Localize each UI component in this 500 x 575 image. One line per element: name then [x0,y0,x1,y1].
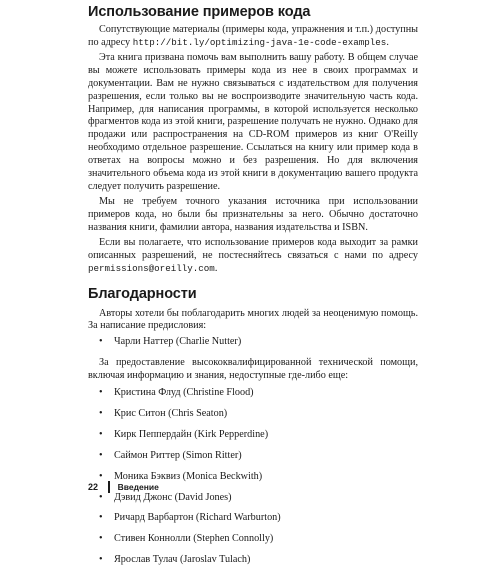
code-examples-link[interactable]: http://bit.ly/optimizing-java-1e-code-examples [132,36,387,48]
heading-code-examples: Использование примеров кода [88,4,311,20]
list-item: • Чарли Наттер (Charlie Nutter) [88,336,418,349]
permissions-email-link[interactable]: permissions@oreilly.com [88,262,215,274]
permissions-end: . [214,262,218,274]
list-item: • Ярослав Тулач (Jaroslav Tulach) [88,554,418,567]
list-item: • Дэвид Джонс (David Jones) [88,492,418,505]
materials-end: . [386,36,389,48]
heading-acknowledgments: Благодарности [88,285,197,302]
paragraph-permissions [88,237,418,276]
list-item: • Моника Бэквиз (Monica Beckwith) [88,471,418,484]
list-item: • Саймон Риттер (Simon Ritter) [88,450,418,463]
reviewers-list [88,387,418,567]
list-item: • Крис Ситон (Chris Seaton) [88,408,418,421]
paragraph-thanks-intro: Авторы хотели бы поблагодарить многих людей за неоценимую помощь. За написание предисловия: [88,307,418,332]
foreword-list [88,336,418,349]
page-number: 22 [88,482,99,492]
paragraph-materials [88,24,418,50]
page-footer [88,480,159,494]
footer-divider [108,481,110,493]
list-item: • Стивен Коннолли (Stephen Connolly) [88,533,418,546]
permissions-text: Если вы полагаете, что использование примеров кода выходит за рамки описанных разрешений, не постесняйтесь связаться с нами по адресу [88,237,418,261]
paragraph-attribution: Мы не требуем точного указания источника при использовании примеров кода, но были бы признательны за него. Обычно достаточно названия книги, фамилии автора, названия издательства и ISBN. [88,195,418,233]
materials-text: Сопутствующие материалы (примеры кода, упражнения и т.п.) доступны по адресу [88,24,418,48]
footer-section-name: Введение [117,482,159,492]
paragraph-usage: Эта книга призвана помочь вам выполнить вашу работу. В общем случае вы можете использовать примеры кода из нее в своих программах и документации. Вам не нужно связываться с издательством для получения разрешения, если только вы не воспроизводите значительную часть кода. Например, для написания программы, в которой используется несколько фрагментов кода из этой книги, разрешение получать не нужно. Однако для продажи или распространения на CD-ROM примеров из книг O'Reilly необходимо отдельное разрешение. Ссылаться на книгу или пример кода в ответах на вопросы можно и без разрешения. Но для включения значительного объема кода из этой книги в документацию вашего продукта следует получить разрешение. [88,52,418,192]
list-item: • Ричард Варбартон (Richard Warburton) [88,512,418,525]
paragraph-reviewers-intro: За предоставление высококвалифицированной технической помощи, включая информацию и знания, недоступные где-либо еще: [88,357,418,381]
list-item: • Кристина Флуд (Christine Flood) [88,387,418,400]
list-item: • Кирк Пеппердайн (Kirk Pepperdine) [88,429,418,442]
